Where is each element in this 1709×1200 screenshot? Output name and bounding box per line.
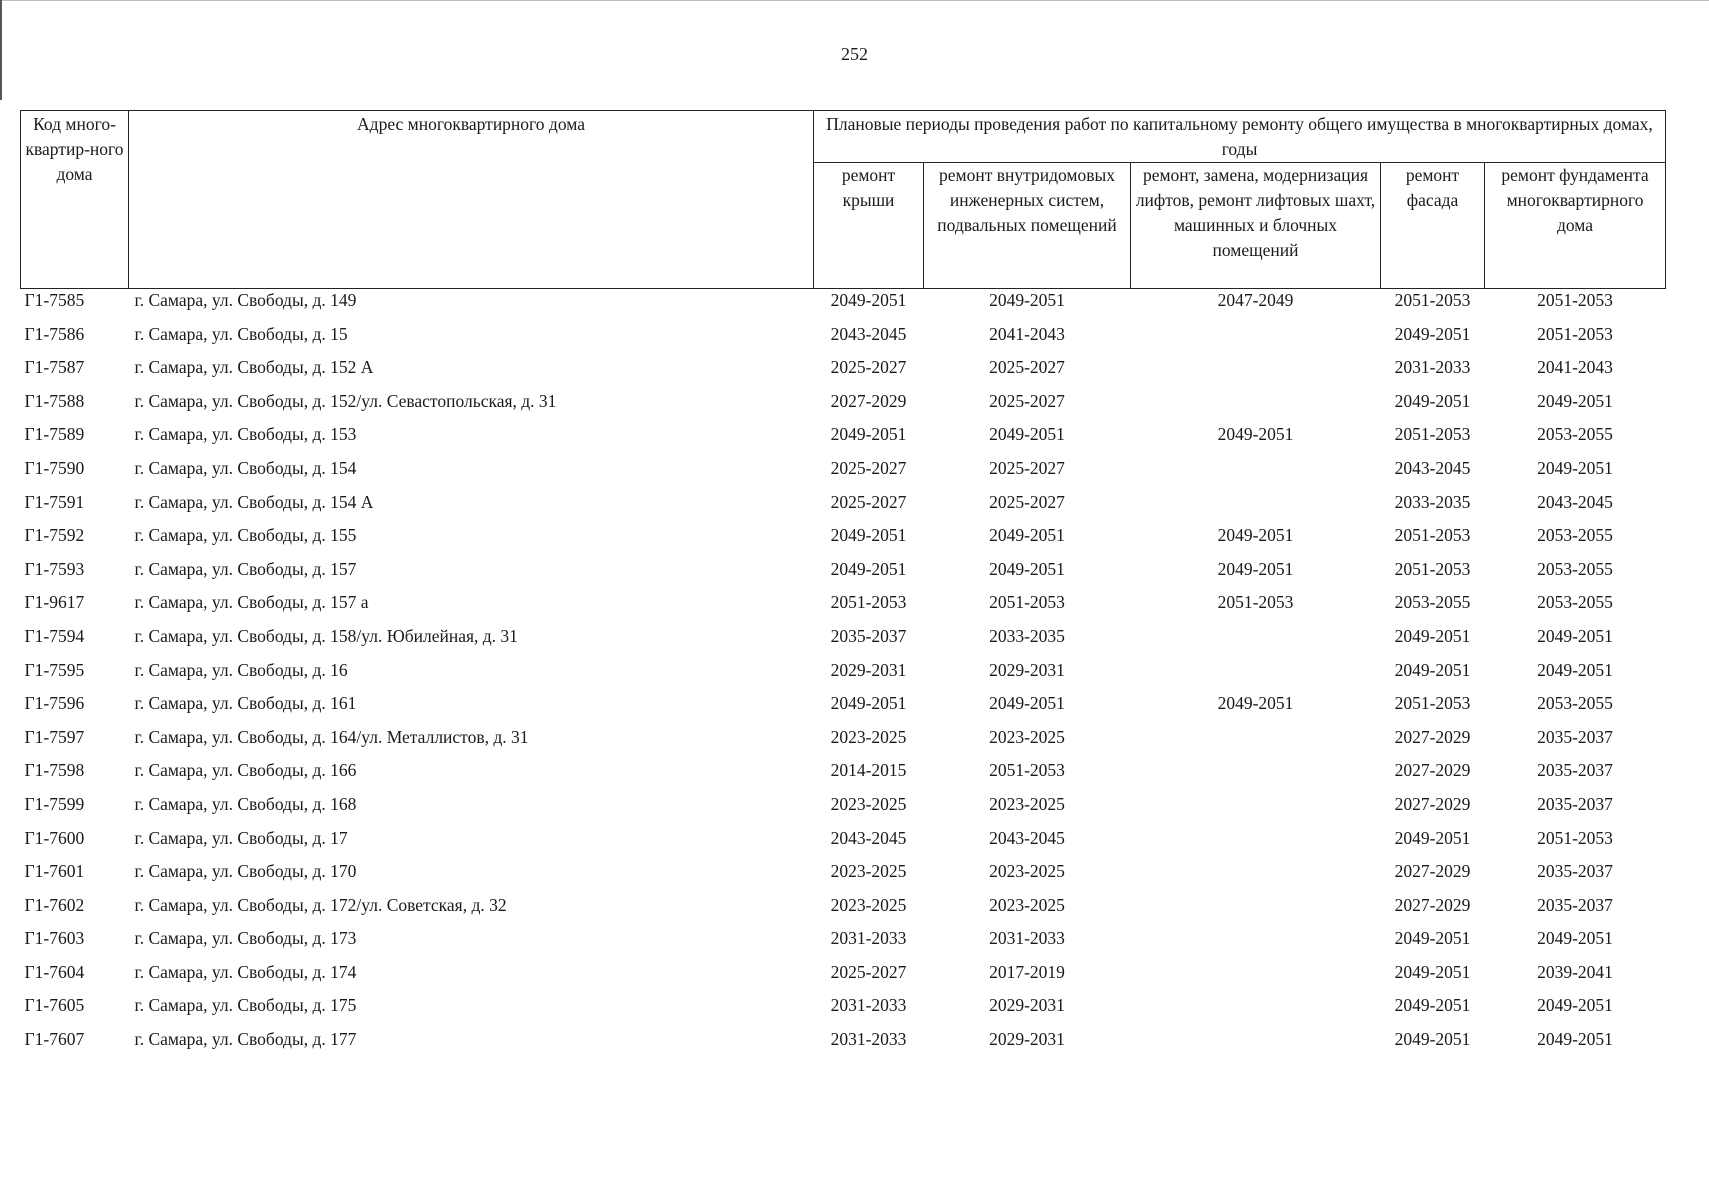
- cell-elevators-period: 2049-2051: [1217, 525, 1294, 546]
- cell-facade-period: 2051-2053: [1394, 693, 1471, 714]
- cell-address: г. Самара, ул. Свободы, д. 172/ул. Советская, д. 32: [134, 894, 507, 915]
- cell-address: г. Самара, ул. Свободы, д. 158/ул. Юбилейная, д. 31: [134, 625, 518, 646]
- cell-foundation-period: 2049-2051: [1537, 1029, 1613, 1050]
- cell-facade-period: 2027-2029: [1394, 726, 1471, 747]
- cell-house-code: Г1-7589: [24, 424, 85, 445]
- header-facade-repair: ремонт фасада: [1381, 163, 1485, 289]
- cell-elevators-period: [1131, 491, 1381, 525]
- table-row: [21, 356, 1666, 390]
- cell-address: г. Самара, ул. Свободы, д. 152/ул. Севастопольская, д. 31: [134, 390, 557, 411]
- cell-roof-period: 2035-2037: [830, 625, 907, 646]
- table-row: [21, 491, 1666, 525]
- cell-facade-period: 2043-2045: [1394, 457, 1471, 478]
- cell-engineering-period: 2029-2031: [989, 1029, 1065, 1050]
- cell-house-code: Г1-7604: [24, 961, 85, 982]
- cell-elevators-period: [1131, 860, 1381, 894]
- cell-facade-period: 2049-2051: [1394, 390, 1471, 411]
- cell-address: г. Самара, ул. Свободы, д. 155: [134, 525, 357, 546]
- cell-house-code: Г1-7590: [24, 457, 85, 478]
- cell-elevators-period: [1131, 323, 1381, 357]
- cell-roof-period: 2043-2045: [830, 323, 907, 344]
- table-row: [21, 457, 1666, 491]
- cell-foundation-period: 2053-2055: [1537, 693, 1613, 714]
- cell-elevators-period: [1131, 1028, 1381, 1062]
- cell-facade-period: 2031-2033: [1394, 357, 1471, 378]
- scan-edge-top: [0, 0, 1709, 1]
- cell-engineering-period: 2029-2031: [989, 659, 1065, 680]
- cell-roof-period: 2043-2045: [830, 827, 907, 848]
- cell-roof-period: 2023-2025: [830, 894, 907, 915]
- cell-elevators-period: [1131, 457, 1381, 491]
- cell-address: г. Самара, ул. Свободы, д. 164/ул. Металлистов, д. 31: [134, 726, 529, 747]
- cell-roof-period: 2025-2027: [830, 961, 907, 982]
- cell-roof-period: 2025-2027: [830, 457, 907, 478]
- cell-foundation-period: 2053-2055: [1537, 592, 1613, 613]
- cell-engineering-period: 2017-2019: [989, 961, 1065, 982]
- cell-elevators-period: 2049-2051: [1217, 558, 1294, 579]
- cell-elevators-period: 2047-2049: [1217, 290, 1294, 310]
- cell-address: г. Самара, ул. Свободы, д. 157: [134, 558, 357, 579]
- cell-foundation-period: 2049-2051: [1537, 457, 1613, 478]
- cell-foundation-period: 2035-2037: [1537, 894, 1613, 915]
- cell-foundation-period: 2049-2051: [1537, 390, 1613, 411]
- cell-roof-period: 2027-2029: [830, 390, 907, 411]
- header-elevators: ремонт, замена, модернизация лифтов, ремонт лифтовых шахт, машинных и блочных помещений: [1131, 163, 1381, 289]
- cell-roof-period: 2031-2033: [830, 995, 907, 1016]
- table-row: [21, 961, 1666, 995]
- cell-elevators-period: [1131, 994, 1381, 1028]
- cell-house-code: Г1-9617: [24, 592, 85, 613]
- cell-roof-period: 2049-2051: [830, 693, 907, 714]
- cell-facade-period: 2049-2051: [1394, 995, 1471, 1016]
- table-row: [21, 423, 1666, 457]
- cell-roof-period: 2031-2033: [830, 1029, 907, 1050]
- cell-foundation-period: 2035-2037: [1537, 861, 1613, 882]
- cell-house-code: Г1-7595: [24, 659, 85, 680]
- cell-foundation-period: 2035-2037: [1537, 760, 1613, 781]
- cell-facade-period: 2049-2051: [1394, 1029, 1471, 1050]
- cell-facade-period: 2051-2053: [1394, 290, 1471, 310]
- header-engineering-systems: ремонт внутридомовых инженерных систем, подвальных помещений: [924, 163, 1131, 289]
- cell-house-code: Г1-7591: [24, 491, 85, 512]
- cell-roof-period: 2025-2027: [830, 491, 907, 512]
- cell-roof-period: 2025-2027: [830, 357, 907, 378]
- repair-schedule-table: [20, 110, 1666, 1062]
- cell-facade-period: 2051-2053: [1394, 558, 1471, 579]
- cell-address: г. Самара, ул. Свободы, д. 170: [134, 861, 357, 882]
- table-body: [21, 289, 1666, 1062]
- cell-facade-period: 2027-2029: [1394, 894, 1471, 915]
- cell-engineering-period: 2023-2025: [989, 726, 1065, 747]
- cell-roof-period: 2031-2033: [830, 928, 907, 949]
- table-row: [21, 860, 1666, 894]
- cell-engineering-period: 2023-2025: [989, 894, 1065, 915]
- cell-roof-period: 2029-2031: [830, 659, 907, 680]
- cell-roof-period: 2014-2015: [830, 760, 907, 781]
- table-row: [21, 659, 1666, 693]
- cell-roof-period: 2049-2051: [830, 424, 907, 445]
- cell-foundation-period: 2041-2043: [1537, 357, 1613, 378]
- cell-engineering-period: 2043-2045: [989, 827, 1065, 848]
- cell-facade-period: 2049-2051: [1394, 827, 1471, 848]
- table-row: [21, 759, 1666, 793]
- cell-house-code: Г1-7592: [24, 525, 85, 546]
- table-row: [21, 323, 1666, 357]
- table-row: [21, 692, 1666, 726]
- cell-engineering-period: 2025-2027: [989, 457, 1065, 478]
- table-row: [21, 390, 1666, 424]
- cell-foundation-period: 2039-2041: [1537, 961, 1613, 982]
- cell-engineering-period: 2051-2053: [989, 760, 1065, 781]
- table-row: [21, 1028, 1666, 1062]
- cell-elevators-period: [1131, 827, 1381, 861]
- cell-facade-period: 2051-2053: [1394, 424, 1471, 445]
- cell-foundation-period: 2049-2051: [1537, 995, 1613, 1016]
- cell-engineering-period: 2033-2035: [989, 625, 1065, 646]
- cell-house-code: Г1-7601: [24, 861, 85, 882]
- cell-engineering-period: 2023-2025: [989, 861, 1065, 882]
- cell-house-code: Г1-7598: [24, 760, 85, 781]
- cell-foundation-period: 2051-2053: [1537, 827, 1613, 848]
- cell-foundation-period: 2053-2055: [1537, 525, 1613, 546]
- table-row: [21, 591, 1666, 625]
- cell-house-code: Г1-7602: [24, 894, 85, 915]
- cell-house-code: Г1-7585: [24, 290, 85, 310]
- cell-foundation-period: 2051-2053: [1537, 323, 1613, 344]
- cell-foundation-period: 2035-2037: [1537, 793, 1613, 814]
- cell-address: г. Самара, ул. Свободы, д. 154 А: [134, 491, 374, 512]
- cell-address: г. Самара, ул. Свободы, д. 17: [134, 827, 348, 848]
- table-row: [21, 994, 1666, 1028]
- cell-engineering-period: 2049-2051: [989, 693, 1065, 714]
- cell-facade-period: 2027-2029: [1394, 760, 1471, 781]
- page-number: 252: [841, 44, 868, 64]
- header-foundation-repair: ремонт фундамента многоквартирного дома: [1485, 163, 1666, 289]
- table-row: [21, 289, 1666, 323]
- header-roof-repair: ремонт крыши: [814, 163, 924, 289]
- cell-house-code: Г1-7586: [24, 323, 85, 344]
- cell-facade-period: 2049-2051: [1394, 961, 1471, 982]
- cell-engineering-period: 2029-2031: [989, 995, 1065, 1016]
- cell-roof-period: 2049-2051: [830, 558, 907, 579]
- cell-foundation-period: 2043-2045: [1537, 491, 1613, 512]
- cell-address: г. Самара, ул. Свободы, д. 15: [134, 323, 348, 344]
- cell-address: г. Самара, ул. Свободы, д. 177: [134, 1029, 357, 1050]
- cell-foundation-period: 2053-2055: [1537, 558, 1613, 579]
- cell-address: г. Самара, ул. Свободы, д. 157 а: [134, 592, 369, 613]
- cell-roof-period: 2023-2025: [830, 726, 907, 747]
- header-house-code: Код много-квартир-ного дома: [21, 111, 129, 289]
- cell-roof-period: 2049-2051: [830, 290, 907, 310]
- cell-engineering-period: 2049-2051: [989, 424, 1065, 445]
- cell-house-code: Г1-7597: [24, 726, 85, 747]
- cell-facade-period: 2049-2051: [1394, 625, 1471, 646]
- table-row: [21, 558, 1666, 592]
- cell-facade-period: 2049-2051: [1394, 928, 1471, 949]
- cell-facade-period: 2049-2051: [1394, 659, 1471, 680]
- cell-engineering-period: 2031-2033: [989, 928, 1065, 949]
- cell-engineering-period: 2023-2025: [989, 793, 1065, 814]
- cell-address: г. Самара, ул. Свободы, д. 154: [134, 457, 357, 478]
- cell-facade-period: 2053-2055: [1394, 592, 1471, 613]
- cell-house-code: Г1-7596: [24, 693, 85, 714]
- cell-elevators-period: [1131, 793, 1381, 827]
- cell-address: г. Самара, ул. Свободы, д. 153: [134, 424, 357, 445]
- cell-address: г. Самара, ул. Свободы, д. 161: [134, 693, 357, 714]
- cell-facade-period: 2049-2051: [1394, 323, 1471, 344]
- table-row: [21, 927, 1666, 961]
- table-row: [21, 827, 1666, 861]
- cell-address: г. Самара, ул. Свободы, д. 175: [134, 995, 357, 1016]
- cell-elevators-period: 2049-2051: [1217, 693, 1294, 714]
- cell-elevators-period: [1131, 759, 1381, 793]
- cell-house-code: Г1-7594: [24, 625, 85, 646]
- cell-address: г. Самара, ул. Свободы, д. 16: [134, 659, 348, 680]
- cell-address: г. Самара, ул. Свободы, д. 152 А: [134, 357, 374, 378]
- table-row: [21, 524, 1666, 558]
- cell-house-code: Г1-7605: [24, 995, 85, 1016]
- cell-elevators-period: [1131, 390, 1381, 424]
- table-row: [21, 894, 1666, 928]
- header-planned-periods: Плановые периоды проведения работ по капитальному ремонту общего имущества в многоквартирных домах, годы: [814, 111, 1666, 163]
- table-row: [21, 793, 1666, 827]
- cell-house-code: Г1-7607: [24, 1029, 85, 1050]
- cell-roof-period: 2023-2025: [830, 861, 907, 882]
- header-address: Адрес многоквартирного дома: [129, 111, 814, 289]
- cell-elevators-period: [1131, 961, 1381, 995]
- cell-elevators-period: 2049-2051: [1217, 424, 1294, 445]
- cell-engineering-period: 2025-2027: [989, 390, 1065, 411]
- cell-engineering-period: 2051-2053: [989, 592, 1065, 613]
- cell-foundation-period: 2035-2037: [1537, 726, 1613, 747]
- cell-roof-period: 2049-2051: [830, 525, 907, 546]
- cell-house-code: Г1-7600: [24, 827, 85, 848]
- cell-foundation-period: 2053-2055: [1537, 424, 1613, 445]
- cell-elevators-period: [1131, 659, 1381, 693]
- table-row: [21, 625, 1666, 659]
- cell-elevators-period: [1131, 726, 1381, 760]
- cell-foundation-period: 2049-2051: [1537, 625, 1613, 646]
- cell-house-code: Г1-7588: [24, 390, 85, 411]
- cell-address: г. Самара, ул. Свободы, д. 149: [134, 290, 357, 310]
- cell-address: г. Самара, ул. Свободы, д. 173: [134, 928, 357, 949]
- cell-elevators-period: 2051-2053: [1217, 592, 1294, 613]
- cell-house-code: Г1-7599: [24, 793, 85, 814]
- cell-engineering-period: 2049-2051: [989, 558, 1065, 579]
- cell-elevators-period: [1131, 894, 1381, 928]
- cell-house-code: Г1-7587: [24, 357, 85, 378]
- cell-elevators-period: [1131, 927, 1381, 961]
- table-row: [21, 726, 1666, 760]
- cell-engineering-period: 2025-2027: [989, 357, 1065, 378]
- cell-address: г. Самара, ул. Свободы, д. 166: [134, 760, 357, 781]
- cell-engineering-period: 2025-2027: [989, 491, 1065, 512]
- cell-address: г. Самара, ул. Свободы, д. 168: [134, 793, 357, 814]
- cell-house-code: Г1-7593: [24, 558, 85, 579]
- cell-roof-period: 2023-2025: [830, 793, 907, 814]
- cell-address: г. Самара, ул. Свободы, д. 174: [134, 961, 357, 982]
- cell-house-code: Г1-7603: [24, 928, 85, 949]
- cell-foundation-period: 2049-2051: [1537, 928, 1613, 949]
- cell-foundation-period: 2049-2051: [1537, 659, 1613, 680]
- cell-elevators-period: [1131, 625, 1381, 659]
- cell-roof-period: 2051-2053: [830, 592, 907, 613]
- cell-facade-period: 2033-2035: [1394, 491, 1471, 512]
- cell-engineering-period: 2041-2043: [989, 323, 1065, 344]
- cell-facade-period: 2051-2053: [1394, 525, 1471, 546]
- cell-engineering-period: 2049-2051: [989, 290, 1065, 310]
- cell-elevators-period: [1131, 356, 1381, 390]
- cell-foundation-period: 2051-2053: [1537, 290, 1613, 310]
- cell-facade-period: 2027-2029: [1394, 793, 1471, 814]
- cell-engineering-period: 2049-2051: [989, 525, 1065, 546]
- cell-facade-period: 2027-2029: [1394, 861, 1471, 882]
